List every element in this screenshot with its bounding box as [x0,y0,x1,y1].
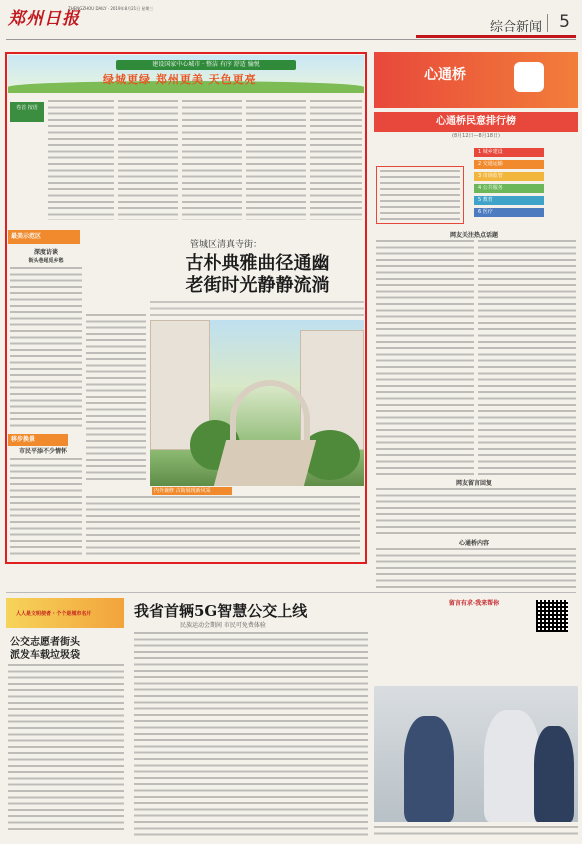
section-subtag: 市民平添不少情怀 [18,448,67,455]
article-bottom-text [86,496,360,558]
bus-subhead: 民族运动会期间 市民可免费体验 [180,622,266,629]
feature-tag: 最美示范区 [8,230,80,244]
issue-info: ZHENGZHOU DAILY · 2019年8月21日 星期三 [68,6,154,11]
bottom-left-headline: 公交志愿者街头 派发车载垃圾袋 [10,637,80,661]
person [404,716,454,822]
officers-photo [374,686,578,822]
rank-item: 1 城乡建设 [474,148,544,157]
body-column [182,100,242,220]
column-tag: 深度访谈 [33,249,58,256]
bottom-left-text [8,664,124,834]
street-photo [150,320,364,486]
hot-topics-heading: 网友关注热点话题 [449,232,498,239]
body-column [48,100,114,220]
article-banner [8,55,364,93]
article-column [10,458,82,558]
newspaper-logo: 郑州日报 [8,9,80,29]
bus-article-text [134,632,368,836]
column-subtag: 街头巷尾觅乡愁 [28,258,64,264]
rank-title: 心通桥民意排行榜 [374,112,578,132]
intro-columns [8,96,364,232]
right-text [478,240,576,476]
content-heading: 心通桥内容 [458,540,489,547]
right-column [374,52,578,618]
person [484,710,540,822]
article-column [86,314,146,484]
article-column [10,248,82,434]
xintongqiao-header [374,52,578,108]
page-number: 5 [559,12,570,32]
body-column [310,100,362,220]
rank-item: 2 交通运输 [474,160,544,169]
kicker-tag: 内外兼修 古街展现新风采 [152,487,232,495]
help-heading: 留言有求·我来帮你 [448,600,500,607]
article-headline: 古朴典雅曲径通幽 老街时光静静流淌 [185,253,330,296]
notice-box [376,166,464,224]
article-subtitle: 管城区清真寺街： [190,240,263,250]
right-text [376,488,576,536]
banner-line2: 绿城更绿 郑州更美 天色更亮 [103,73,257,86]
right-text [376,548,576,592]
body-column [246,100,306,220]
rank-item: 6 医疗 [474,208,544,217]
banner-line1: 建设国家中心城市 · 整洁 有序 舒适 愉悦 [116,60,296,70]
photo-caption [374,826,578,840]
rank-item: 5 教育 [474,196,544,205]
person [534,726,574,822]
ad-text: 人人是文明使者 · 个个是城市名片 [16,611,92,617]
civility-ad [6,598,124,628]
column-header: 心通桥 [424,67,466,83]
divider [547,14,548,32]
section-title: 综合新闻 [489,20,542,35]
body-column [118,100,178,220]
masthead [6,4,576,40]
rank-item: 3 市场监管 [474,172,544,181]
divider [6,592,576,593]
right-text [376,240,474,476]
section-tag: 移步换景 [8,434,68,446]
section-rule [416,35,576,38]
app-icon [514,62,544,92]
stone-path [214,440,316,486]
rank-dates: (8月12日—8月18日) [452,133,500,139]
reply-heading: 网友留言回复 [455,480,492,487]
rank-item: 4 公共服务 [474,184,544,193]
qr-code [536,600,568,632]
intro-box: 卷首 按语 [10,102,44,122]
bus-headline: 我省首辆5G智慧公交上线 [134,602,308,620]
